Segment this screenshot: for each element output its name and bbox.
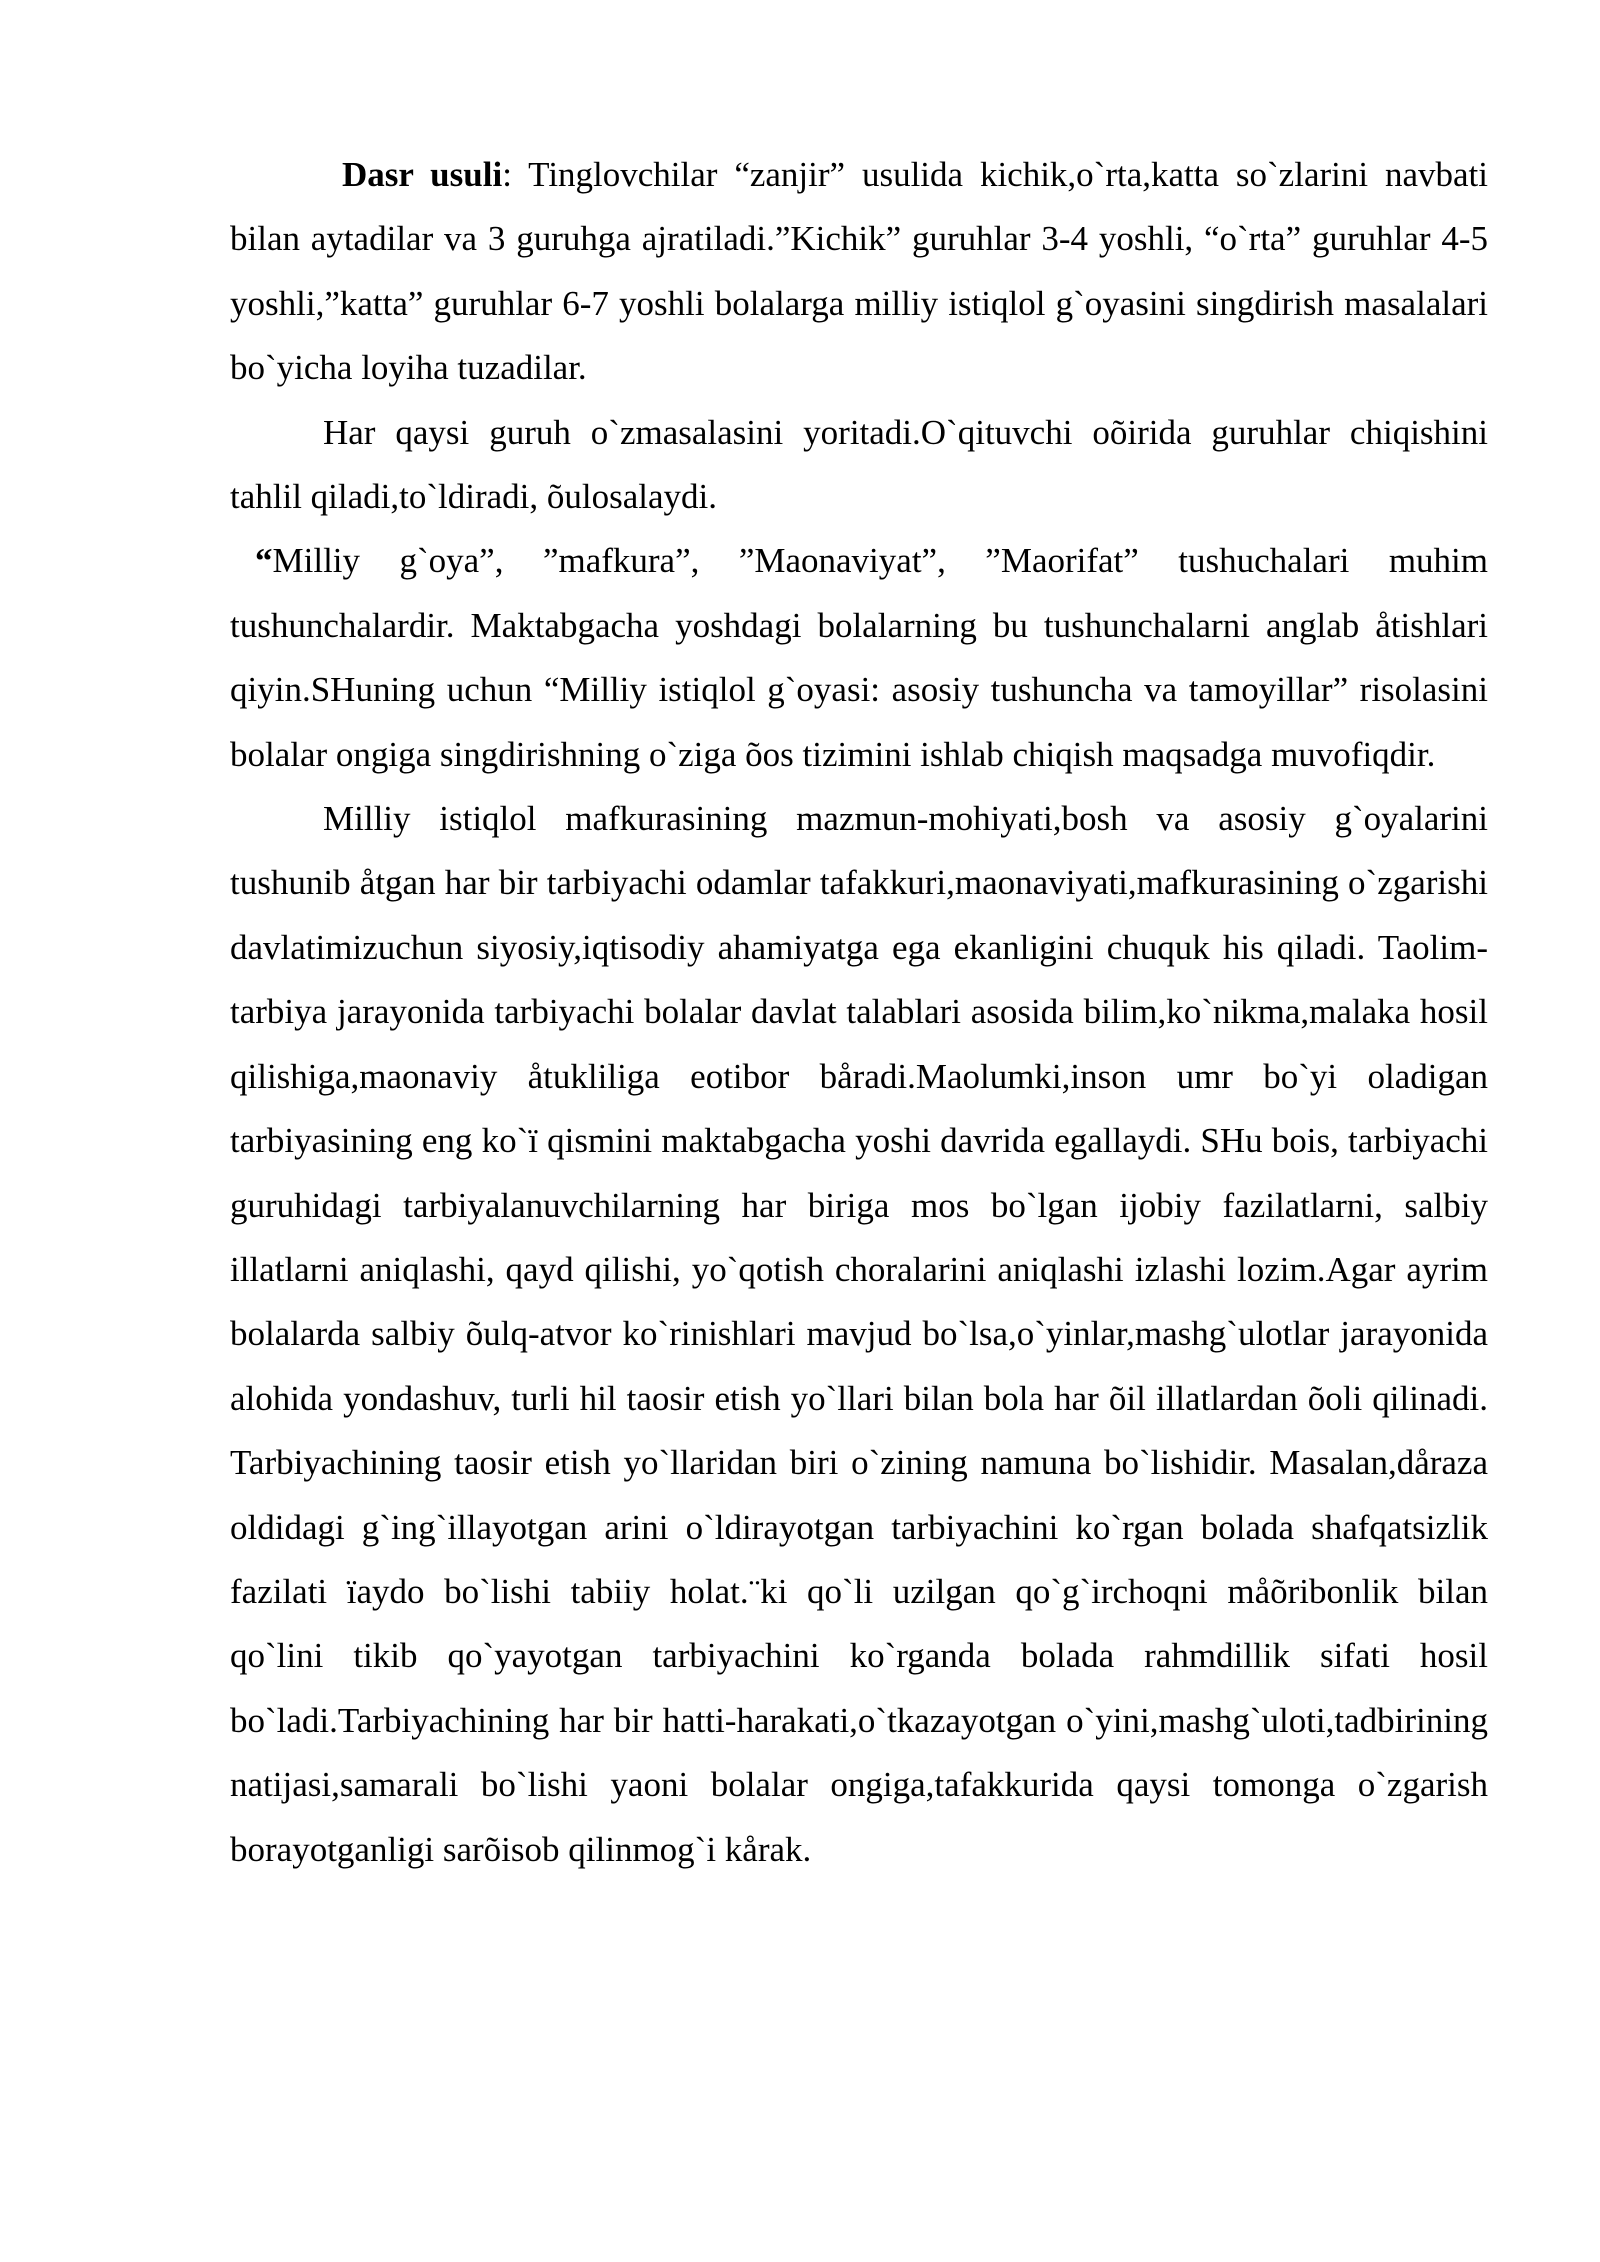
opening-quote: “ bbox=[255, 541, 273, 581]
paragraph-method bbox=[230, 143, 1488, 401]
paragraph-concepts bbox=[230, 529, 1488, 787]
concepts-text: Milliy g`oya”, ”mafkura”, ”Maonaviyat”, ”Maorifat” tushuchalari muhim tushunchalardir. Maktabgacha yoshdagi bolalarning bu tushunchalarni anglab åtishlari qiyin.SHuning uchun “Milliy istiqlol g`oyasi: asosiy tushuncha va tamoyillar” risolasini bolalar ongiga singdirishning o`ziga õos tizimini ishlab chiqish maqsadga muvofiqdir. bbox=[230, 541, 1488, 774]
method-text: : Tinglovchilar “zanjir” usulida kichik,o`rta,katta so`zlarini navbati bilan aytadilar va 3 guruhga ajratiladi.”Kichik” guruhlar 3-4 yoshli, “o`rta” guruhlar 4-5 yoshli,”katta” guruhlar 6-7 yoshli bolalarga milliy istiqlol g`oyasini singdirish masalalari bo`yicha loyiha tuzadilar. bbox=[230, 155, 1488, 388]
paragraph-groups: Har qaysi guruh o`zmasalasini yoritadi.O`qituvchi oõirida guruhlar chiqishini tahlil qiladi,to`ldiradi, õulosalaydi. bbox=[230, 412, 1488, 517]
paragraph-ideology: Milliy istiqlol mafkurasining mazmun-mohiyati,bosh va asosiy g`oyalarini tushunib åtgan har bir tarbiyachi odamlar tafakkuri,maonaviyati,mafkurasining o`zgarishi davlatimizuchun siyosiy,iqtisodiy ahamiyatga ega ekanligini chuquk his qiladi. Taolim-tarbiya jarayonida tarbiyachi bolalar davlat talablari asosida bilim,ko`nikma,malaka hosil qilishiga,maonaviy åtukliliga eotibor båradi.Maolumki,inson umr bo`yi oladigan tarbiyasining eng ko`ï qismini maktabgacha yoshi davrida egallaydi. SHu bois, tarbiyachi guruhidagi tarbiyalanuvchilarning har biriga mos bo`lgan ijobiy fazilatlarni, salbiy illatlarni aniqlashi, qayd qilishi, yo`qotish choralarini aniqlashi izlashi lozim.Agar ayrim bolalarda salbiy õulq-atvor ko`rinishlari mavjud bo`lsa,o`yinlar,mashg`ulotlar jarayonida alohida yondashuv, turli hil taosir etish yo`llari bilan bola har õil illatlardan õoli qilinadi. Tarbiyachining taosir etish yo`llaridan biri o`zining namuna bo`lishidir. Masalan,dåraza oldidagi g`ing`illayotgan arini o`ldirayotgan tarbiyachini ko`rgan bolada shafqatsizlik fazilati ïaydo bo`lishi tabiiy holat.¨ki qo`li uzilgan qo`g`irchoqni måõribonlik bilan qo`lini tikib qo`yayotgan tarbiyachini ko`rganda bolada rahmdillik sifati hosil bo`ladi.Tarbiyachining har bir hatti-harakati,o`tkazayotgan o`yini,mashg`uloti,tadbirining natijasi,samarali bo`lishi yaoni bolalar ongiga,tafakkurida qaysi tomonga o`zgarish borayotganligi sarõisob qilinmog`i kårak. bbox=[230, 799, 1488, 1869]
document-page bbox=[230, 143, 1488, 1882]
method-heading: Dasr usuli bbox=[342, 155, 503, 194]
